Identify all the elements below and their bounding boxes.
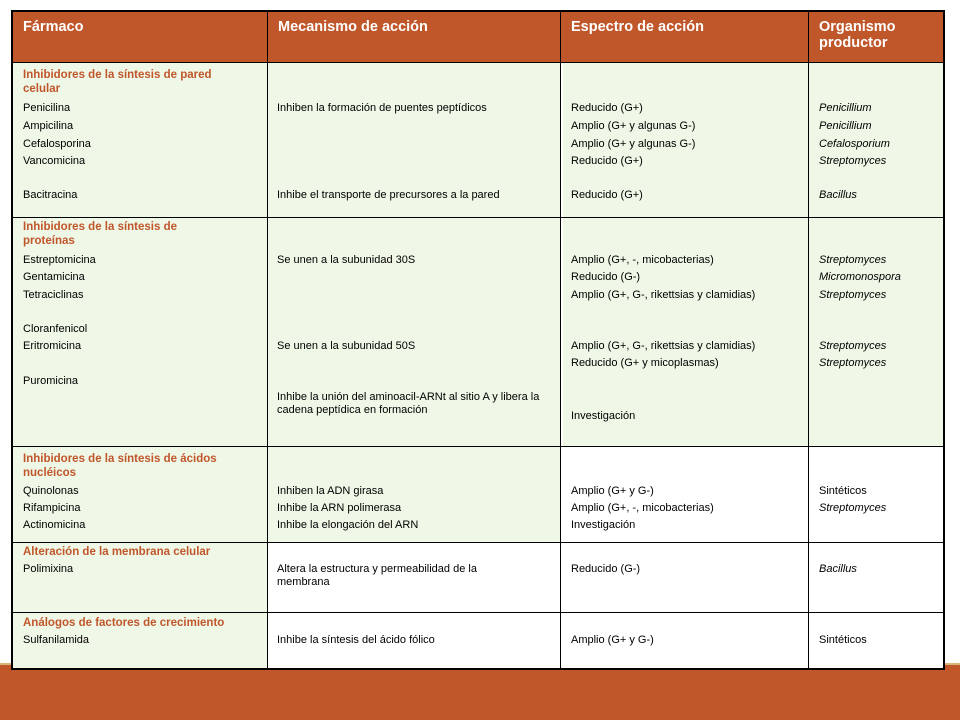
- mechanism-text: Altera la estructura y permeabilidad de la membrana: [277, 563, 477, 588]
- organism-cell: [809, 447, 943, 542]
- organism-text: Streptomyces: [819, 340, 887, 352]
- organism-text: Sintéticos: [819, 634, 867, 646]
- drug-name: Estreptomicina: [23, 254, 96, 266]
- organism-text: Bacillus: [819, 189, 857, 201]
- organism-text: Streptomyces: [819, 289, 887, 301]
- mechanism-text: Inhibe la unión del aminoacil-ARNt al sitio A y libera la cadena peptídica en formación: [277, 391, 540, 416]
- drug-cell: [13, 63, 268, 217]
- header-cell-mechanism: Mecanismo de acción: [268, 12, 561, 62]
- header-cell-spectrum: Espectro de acción: [561, 12, 809, 62]
- drug-name: Bacitracina: [23, 189, 78, 201]
- category-label: Alteración de la membrana celular: [23, 546, 211, 558]
- bottom-accent-band: [0, 665, 960, 720]
- spectrum-text: Investigación: [571, 519, 636, 531]
- mechanism-text: Inhiben la ADN girasa: [277, 485, 384, 497]
- spectrum-text: Investigación: [571, 410, 636, 422]
- table-row: [13, 447, 943, 543]
- spectrum-text: Amplio (G+ y algunas G-): [571, 138, 696, 150]
- organism-cell: [809, 63, 943, 217]
- mechanism-cell: [268, 447, 561, 542]
- spectrum-cell: [561, 613, 809, 668]
- mechanism-text: Inhibe la elongación del ARN: [277, 519, 419, 531]
- spectrum-text: Amplio (G+, -, micobacterias): [571, 254, 714, 266]
- header-cell-drug: Fármaco: [13, 12, 268, 62]
- spectrum-text: Reducido (G+): [571, 189, 643, 201]
- drug-name: Puromicina: [23, 375, 79, 387]
- spectrum-text: Reducido (G-): [571, 271, 641, 283]
- mechanism-cell: [268, 218, 561, 446]
- spectrum-text: Amplio (G+, G-, rikettsias y clamidias): [571, 289, 756, 301]
- drug-name: Polimixina: [23, 563, 74, 575]
- table-row: [13, 543, 943, 613]
- drug-cell: [13, 218, 268, 446]
- spectrum-cell: [561, 543, 809, 612]
- organism-text: Cefalosporium: [819, 138, 890, 150]
- organism-cell: [809, 543, 943, 612]
- spectrum-text: Reducido (G+): [571, 102, 643, 114]
- category-label: Inhibidores de la síntesis de proteínas: [23, 221, 178, 247]
- drug-name: Vancomicina: [23, 155, 86, 167]
- mechanism-text: Inhibe la ARN polimerasa: [277, 502, 402, 514]
- organism-text: Sintéticos: [819, 485, 867, 497]
- table-header-row: [13, 12, 943, 63]
- drug-cell: [13, 447, 268, 542]
- mechanism-cell: [268, 613, 561, 668]
- organism-text: Bacillus: [819, 563, 857, 575]
- mechanism-cell: [268, 543, 561, 612]
- drug-name: Rifampicina: [23, 502, 81, 514]
- drug-name: Cefalosporina: [23, 138, 91, 150]
- organism-cell: [809, 218, 943, 446]
- organism-cell: [809, 613, 943, 668]
- spectrum-cell: [561, 447, 809, 542]
- drug-name: Quinolonas: [23, 485, 79, 497]
- drug-name: Penicilina: [23, 102, 71, 114]
- spectrum-text: Reducido (G-): [571, 563, 641, 575]
- mechanism-text: Inhiben la formación de puentes peptídicos: [277, 102, 487, 114]
- table-row: [13, 63, 943, 218]
- drug-name: Actinomicina: [23, 519, 86, 531]
- drug-cell: [13, 543, 268, 612]
- spectrum-cell: [561, 63, 809, 217]
- drug-name: Tetraciclinas: [23, 289, 84, 301]
- header-cell-organism: Organismo productor: [819, 19, 896, 51]
- drug-cell: [13, 613, 268, 668]
- drug-name: Ampicilina: [23, 120, 74, 132]
- spectrum-text: Reducido (G+ y micoplasmas): [571, 357, 719, 369]
- spectrum-text: Amplio (G+ y algunas G-): [571, 120, 696, 132]
- organism-text: Penicillium: [819, 120, 872, 132]
- organism-text: Micromonospora: [819, 271, 901, 283]
- category-label: Análogos de factores de crecimiento: [23, 617, 225, 629]
- drug-name: Eritromicina: [23, 340, 82, 352]
- drug-name: Sulfanilamida: [23, 634, 90, 646]
- mechanism-text: Se unen a la subunidad 50S: [277, 340, 416, 352]
- spectrum-cell: [561, 218, 809, 446]
- spectrum-text: Amplio (G+, G-, rikettsias y clamidias): [571, 340, 756, 352]
- spectrum-text: Amplio (G+, -, micobacterias): [571, 502, 714, 514]
- spectrum-text: Amplio (G+ y G-): [571, 485, 654, 497]
- drug-name: Cloranfenicol: [23, 323, 88, 335]
- table-row: [13, 613, 943, 668]
- mechanism-cell: [268, 63, 561, 217]
- mechanism-text: Inhibe el transporte de precursores a la pared: [277, 189, 500, 201]
- mechanism-text: Inhibe la síntesis del ácido fólico: [277, 634, 435, 646]
- organism-text: Streptomyces: [819, 357, 887, 369]
- spectrum-text: Amplio (G+ y G-): [571, 634, 654, 646]
- category-label: Inhibidores de la síntesis de pared celular: [23, 69, 212, 95]
- mechanism-text: Se unen a la subunidad 30S: [277, 254, 416, 266]
- drug-name: Gentamicina: [23, 271, 85, 283]
- organism-text: Streptomyces: [819, 502, 887, 514]
- category-label: Inhibidores de la síntesis de ácidos nucléicos: [23, 453, 217, 479]
- organism-text: Streptomyces: [819, 254, 887, 266]
- antibiotics-table: [11, 10, 945, 670]
- organism-text: Streptomyces: [819, 155, 887, 167]
- organism-text: Penicillium: [819, 102, 872, 114]
- spectrum-text: Reducido (G+): [571, 155, 643, 167]
- table-row: [13, 218, 943, 447]
